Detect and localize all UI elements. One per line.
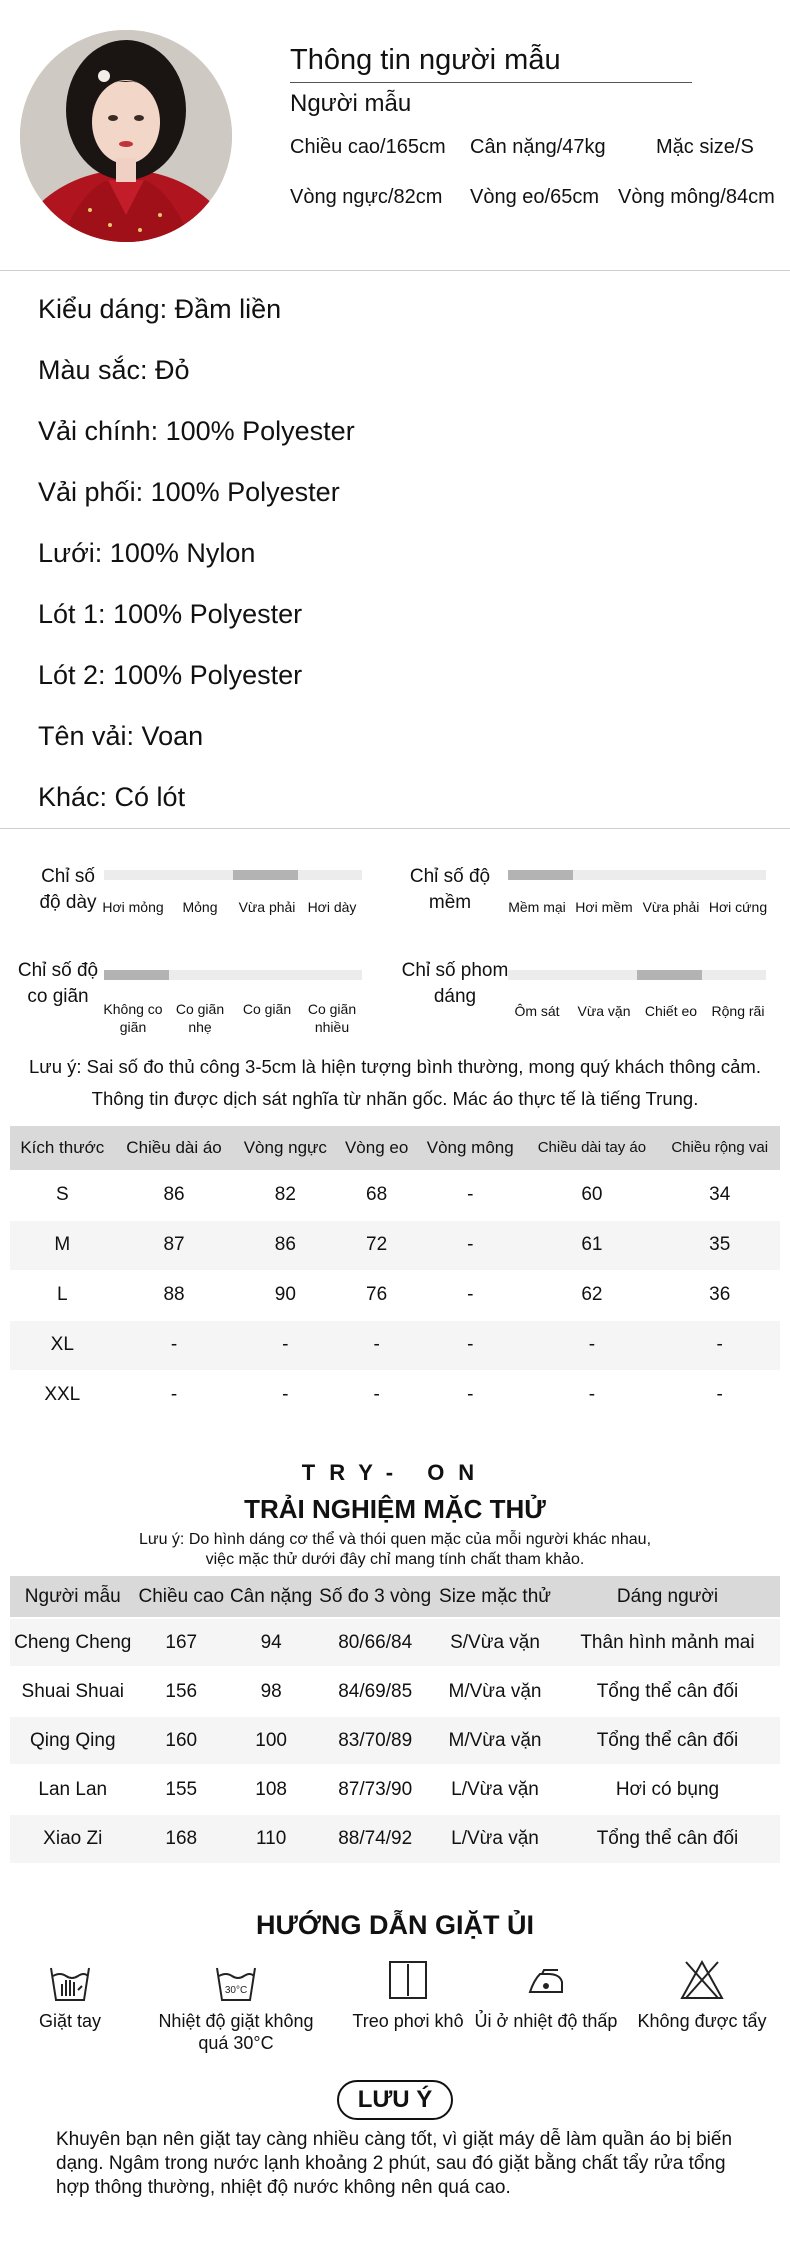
softness-option: Hơi cứng — [708, 899, 768, 915]
model-hip: Vòng mông/84cm — [618, 186, 775, 208]
label-note: Thông tin được dịch sát nghĩa từ nhãn gốc. Mác áo thực tế là tiếng Trung. — [91, 1088, 699, 1109]
table-cell: 72 — [337, 1220, 416, 1270]
table-cell: - — [659, 1320, 780, 1370]
table-cell: 88 — [115, 1270, 234, 1320]
table-cell: - — [337, 1370, 416, 1420]
table-cell: 98 — [227, 1667, 315, 1716]
col-header: Số đo 3 vòng — [315, 1576, 435, 1618]
table-cell: 155 — [136, 1765, 228, 1814]
table-cell: S — [10, 1170, 115, 1220]
fit-option: Vừa vặn — [577, 1003, 631, 1019]
table-cell: L — [10, 1270, 115, 1320]
measurement-note: Lưu ý: Sai số đo thủ công 3-5cm là hiện tượng bình thường, mong quý khách thông cảm. — [29, 1056, 761, 1077]
fit-option: Chiết eo — [644, 1003, 698, 1019]
table-cell: Hơi có bụng — [555, 1765, 780, 1814]
wash-30-icon-badge: 30°C — [224, 1985, 248, 1996]
table-cell: 84/69/85 — [315, 1667, 435, 1716]
table-cell: 68 — [337, 1170, 416, 1220]
detail-other: Khác: Có lót — [38, 782, 186, 812]
detail-color: Màu sắc: Đỏ — [38, 355, 190, 385]
table-row — [10, 1716, 780, 1765]
table-row — [10, 1814, 780, 1863]
table-row — [10, 1765, 780, 1814]
table-cell: 61 — [524, 1220, 659, 1270]
no-bleach-label: Không được tẩy — [637, 2011, 767, 2031]
wash-30-label: Nhiệt độ giặt không quá 30°C — [158, 2011, 314, 2053]
detail-lining-2: Lót 2: 100% Polyester — [38, 660, 303, 690]
table-cell: Tổng thể cân đối — [555, 1716, 780, 1765]
model-subtitle: Người mẫu — [290, 90, 412, 117]
table-cell: S/Vừa vặn — [435, 1618, 555, 1667]
stretch-option: Không co giãn — [103, 1001, 163, 1035]
table-cell: 83/70/89 — [315, 1716, 435, 1765]
model-weight: Cân nặng/47kg — [470, 136, 606, 158]
tryon-note-1: Lưu ý: Do hình dáng cơ thể và thói quen mặc của mỗi người khác nhau, — [138, 1531, 652, 1548]
table-cell: 168 — [136, 1814, 228, 1863]
col-header: Chiều dài tay áo — [524, 1126, 659, 1170]
table-cell: L/Vừa vặn — [435, 1814, 555, 1863]
table-cell: 94 — [227, 1618, 315, 1667]
table-cell: XXL — [10, 1370, 115, 1420]
table-cell: 87/73/90 — [315, 1765, 435, 1814]
table-cell: - — [416, 1320, 524, 1370]
caution-text: Khuyên bạn nên giặt tay càng nhiều càng tốt, vì giặt máy dễ làm quần áo bị biến dạng. Ngâm trong nước lạnh khoảng 2 phút, sau đó giặt bằng chất tẩy rửa tổng hợp thông thường, nhiệt độ nước không nên quá cao. — [56, 2129, 733, 2198]
table-cell: 87 — [115, 1220, 234, 1270]
table-cell: Tổng thể cân đối — [555, 1814, 780, 1863]
table-cell: - — [416, 1220, 524, 1270]
table-row — [10, 1320, 780, 1370]
softness-selected-segment — [508, 870, 573, 880]
model-avatar — [20, 30, 232, 242]
model-title: Thông tin người mẫu — [290, 44, 561, 76]
table-cell: Qing Qing — [10, 1716, 136, 1765]
stretch-bar — [104, 970, 362, 980]
table-cell: - — [524, 1320, 659, 1370]
hand-wash-label: Giặt tay — [38, 2011, 102, 2031]
tryon-title: TRẢI NGHIỆM MẶC THỬ — [244, 1494, 546, 1524]
table-cell: 160 — [136, 1716, 228, 1765]
table-cell: - — [115, 1370, 234, 1420]
table-row — [10, 1667, 780, 1716]
col-header: Người mẫu — [10, 1576, 136, 1618]
table-cell: Lan Lan — [10, 1765, 136, 1814]
divider — [0, 828, 790, 829]
col-header: Dáng người — [555, 1576, 780, 1618]
col-header: Size mặc thử — [435, 1576, 555, 1618]
table-cell: M/Vừa vặn — [435, 1716, 555, 1765]
stretch-option: Co giãn nhiều — [307, 1001, 357, 1035]
table-cell: - — [524, 1370, 659, 1420]
table-cell: L/Vừa vặn — [435, 1765, 555, 1814]
fit-option: Rộng rãi — [711, 1003, 765, 1019]
detail-main-fabric: Vải chính: 100% Polyester — [38, 416, 355, 446]
table-cell: 86 — [115, 1170, 234, 1220]
iron-low-label: Ủi ở nhiệt độ thấp — [474, 2011, 618, 2031]
thickness-option: Hơi mỏng — [102, 899, 164, 915]
table-cell: 156 — [136, 1667, 228, 1716]
col-header: Chiều cao — [136, 1576, 228, 1618]
table-cell: Xiao Zi — [10, 1814, 136, 1863]
detail-lining-1: Lót 1: 100% Polyester — [38, 599, 303, 629]
thickness-option: Hơi dày — [307, 899, 357, 915]
thickness-bar — [104, 870, 362, 880]
table-cell: - — [416, 1270, 524, 1320]
model-height: Chiều cao/165cm — [290, 136, 446, 158]
fit-label: Chỉ số phom dáng — [401, 960, 509, 1007]
table-cell: - — [659, 1370, 780, 1420]
table-cell: 167 — [136, 1618, 228, 1667]
detail-mesh: Lưới: 100% Nylon — [38, 538, 256, 568]
wash-30-icon — [214, 1960, 258, 2004]
stretch-selected-segment — [104, 970, 169, 980]
table-cell: 86 — [234, 1220, 338, 1270]
table-cell: M — [10, 1220, 115, 1270]
fit-option: Ôm sát — [514, 1003, 560, 1019]
size-table-header — [10, 1126, 780, 1170]
size-table — [10, 1126, 780, 1420]
table-cell: Cheng Cheng — [10, 1618, 136, 1667]
col-header: Chiều dài áo — [115, 1126, 234, 1170]
divider — [0, 270, 790, 271]
tryon-eyebrow: TRY- ON — [301, 1460, 489, 1485]
table-cell: M/Vừa vặn — [435, 1667, 555, 1716]
table-cell: 34 — [659, 1170, 780, 1220]
softness-option: Hơi mềm — [575, 899, 633, 915]
stretch-option: Co giãn — [242, 1001, 292, 1017]
table-cell: 90 — [234, 1270, 338, 1320]
table-cell: - — [234, 1370, 338, 1420]
title-underline — [290, 82, 692, 83]
col-header: Kích thước — [10, 1126, 115, 1170]
thickness-option: Vừa phải — [238, 899, 296, 915]
model-bust: Vòng ngực/82cm — [290, 186, 443, 208]
col-header: Vòng ngực — [234, 1126, 338, 1170]
thickness-option: Mỏng — [182, 899, 218, 915]
model-waist: Vòng eo/65cm — [470, 186, 599, 208]
thickness-selected-segment — [233, 870, 298, 880]
fit-selected-segment — [637, 970, 702, 980]
table-cell: - — [234, 1320, 338, 1370]
table-row — [10, 1170, 780, 1220]
softness-option: Mềm mại — [508, 899, 566, 915]
caution-badge: LƯU Ý — [337, 2080, 453, 2120]
col-header: Chiều rộng vai — [659, 1126, 780, 1170]
softness-option: Vừa phải — [642, 899, 700, 915]
table-cell: 80/66/84 — [315, 1618, 435, 1667]
table-row — [10, 1370, 780, 1420]
col-header: Vòng eo — [337, 1126, 416, 1170]
tryon-table-header — [10, 1576, 780, 1618]
tryon-table — [10, 1576, 780, 1863]
table-cell: 76 — [337, 1270, 416, 1320]
table-cell: Shuai Shuai — [10, 1667, 136, 1716]
table-cell: 60 — [524, 1170, 659, 1220]
washing-title: HƯỚNG DẪN GIẶT ỦI — [256, 1910, 534, 1940]
model-info-section — [0, 0, 790, 270]
table-cell: Tổng thể cân đối — [555, 1667, 780, 1716]
table-row — [10, 1618, 780, 1667]
table-cell: 35 — [659, 1220, 780, 1270]
table-cell: - — [416, 1170, 524, 1220]
hand-wash-icon — [48, 1960, 92, 2004]
stretch-option: Co giãn nhẹ — [175, 1001, 225, 1035]
table-cell: 36 — [659, 1270, 780, 1320]
thickness-label: Chỉ số độ dày — [39, 866, 97, 913]
col-header: Vòng mông — [416, 1126, 524, 1170]
table-row — [10, 1220, 780, 1270]
table-cell: Thân hình mảnh mai — [555, 1618, 780, 1667]
detail-style: Kiểu dáng: Đầm liền — [38, 294, 282, 324]
iron-low-icon — [524, 1960, 568, 2004]
softness-label: Chỉ số độ mềm — [409, 866, 491, 913]
table-cell: 108 — [227, 1765, 315, 1814]
detail-fabric-name: Tên vải: Voan — [38, 721, 204, 751]
fit-bar — [508, 970, 766, 980]
table-cell: 88/74/92 — [315, 1814, 435, 1863]
hang-dry-icon — [386, 1958, 430, 2002]
hang-dry-label: Treo phơi khô — [352, 2011, 464, 2031]
table-cell: 62 — [524, 1270, 659, 1320]
softness-bar — [508, 870, 766, 880]
table-cell: 100 — [227, 1716, 315, 1765]
table-cell: 110 — [227, 1814, 315, 1863]
table-cell: - — [115, 1320, 234, 1370]
stretch-label: Chỉ số độ co giãn — [17, 960, 99, 1007]
detail-secondary-fabric: Vải phối: 100% Polyester — [38, 477, 340, 507]
tryon-note-2: việc mặc thử dưới đây chỉ mang tính chất tham khảo. — [205, 1551, 585, 1568]
col-header: Cân nặng — [227, 1576, 315, 1618]
table-cell: XL — [10, 1320, 115, 1370]
model-size: Mặc size/S — [656, 136, 754, 158]
table-cell: 82 — [234, 1170, 338, 1220]
no-tumble-dry-icon — [680, 1958, 724, 2002]
table-cell: - — [416, 1370, 524, 1420]
table-cell: - — [337, 1320, 416, 1370]
table-row — [10, 1270, 780, 1320]
